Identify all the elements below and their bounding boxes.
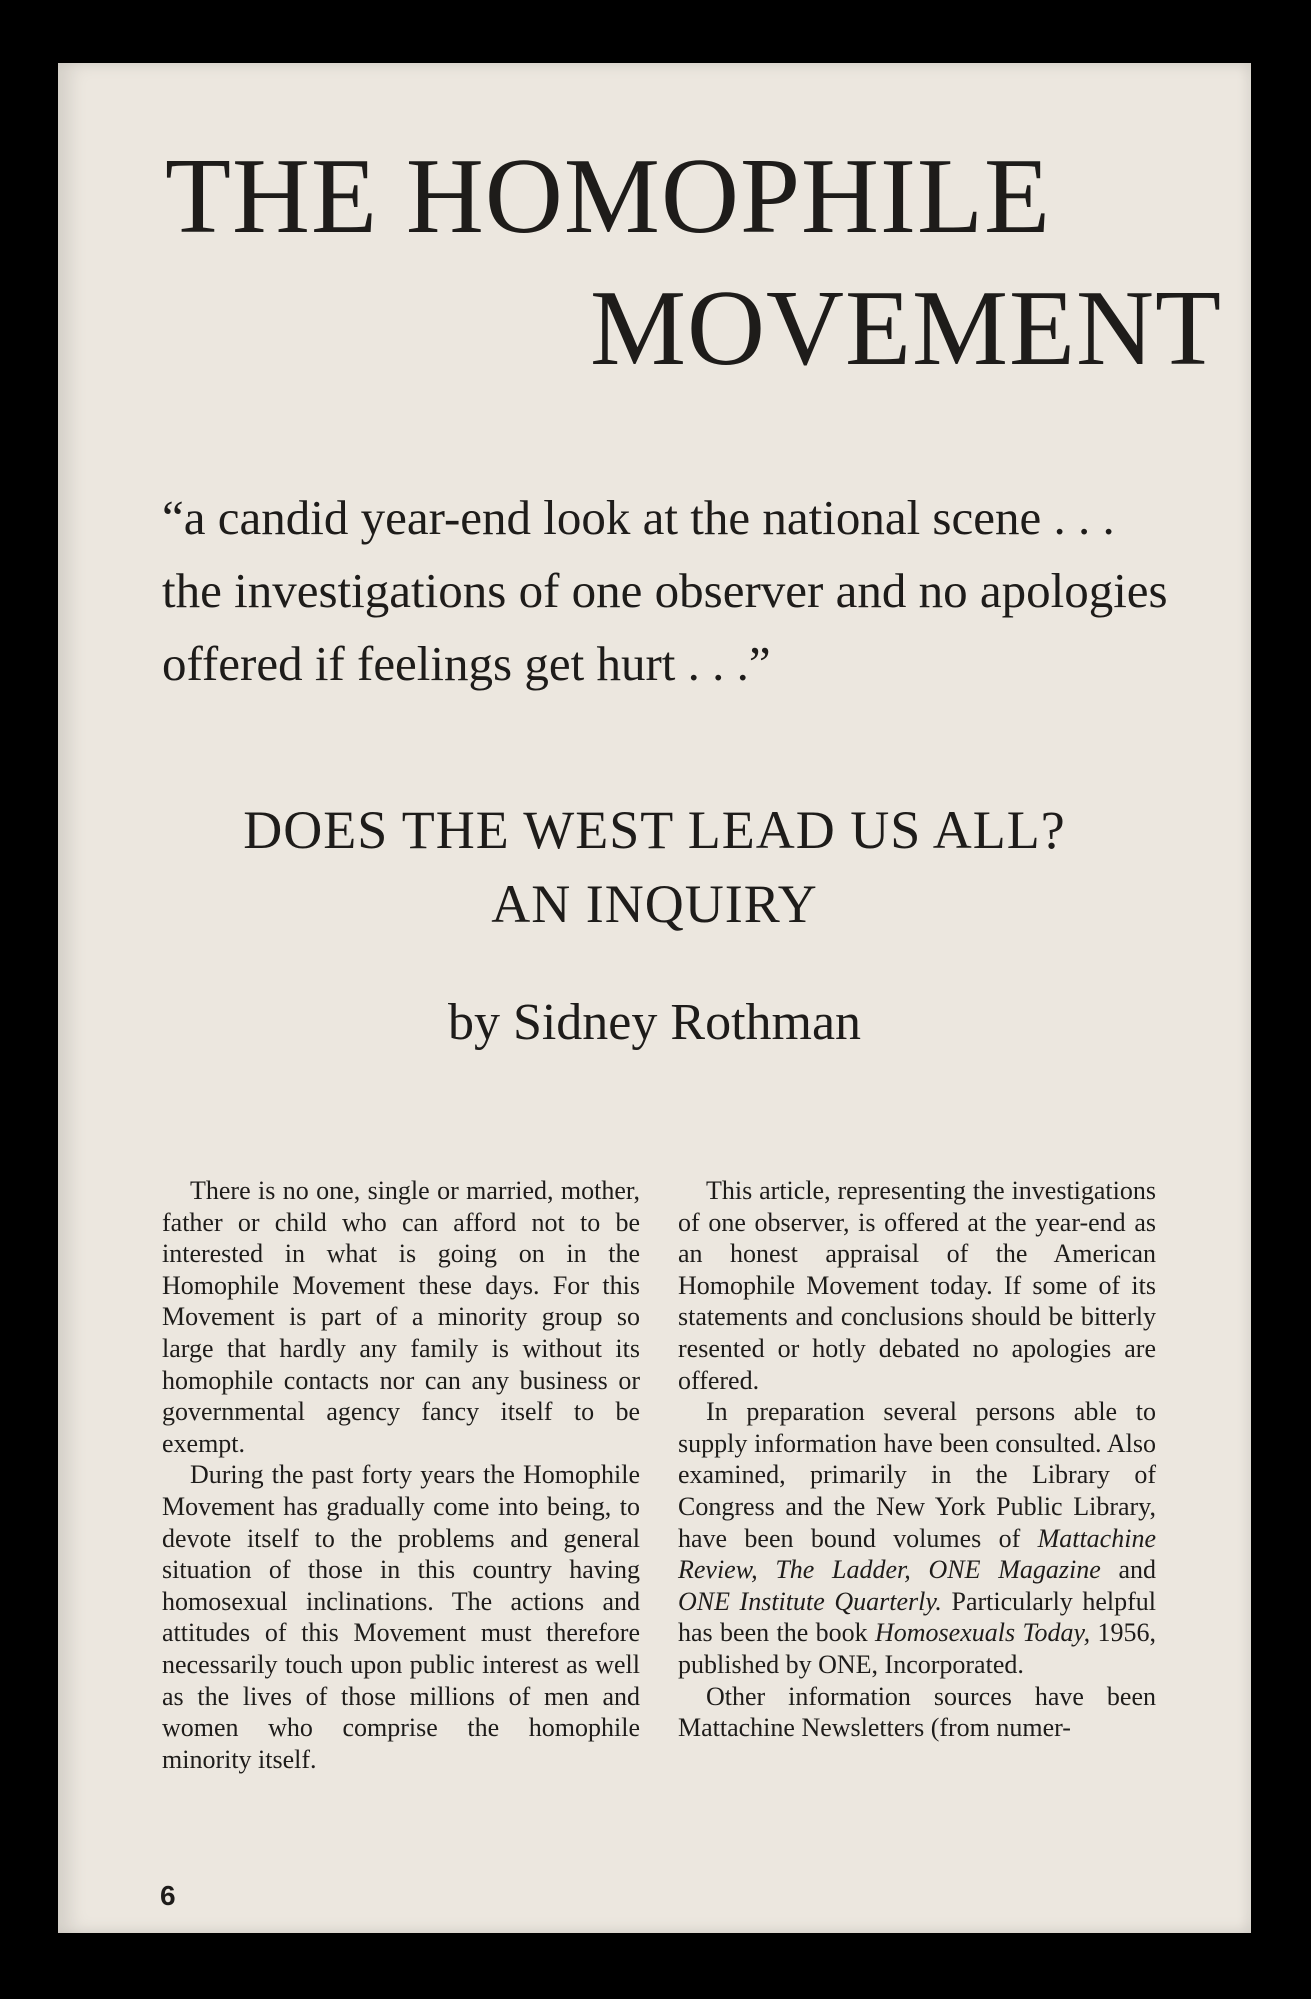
right-paragraph-2 (678, 1396, 1156, 1680)
right-paragraph-2-text-a: In preparation several persons able to supply information have been consulted. Also examined, primarily in the Library of Congress and the New York Public Library, have been bound volumes of (678, 1397, 1156, 1553)
heading-line-1: DOES THE WEST LEAD US ALL? (243, 800, 1066, 860)
quote-line-1: “a candid year-end look at the national scene . . . (162, 490, 1115, 545)
left-column (162, 1175, 640, 1775)
periodical-titles: Mattachine Review, The Ladder, ONE Magazine (678, 1523, 1156, 1585)
left-paragraph-2: During the past forty years the Homophile Movement has gradually come into being, to devote itself to the problems and general situation of those in this country having homosexual inclinations. The actions and attitudes of this Movement must therefore necessarily touch upon public interest as well as the lives of those millions of men and women who comprise the homophile minority itself. (162, 1460, 640, 1774)
right-paragraph-2-text-d: 1956, published by ONE, Incorporated. (678, 1618, 1156, 1679)
right-column (678, 1175, 1156, 1744)
right-paragraph-3: Other information sources have been Mattachine Newsletters (from numer- (678, 1681, 1156, 1743)
right-paragraph-2-text-b: and (1100, 1555, 1156, 1585)
article-heading (58, 793, 1251, 941)
heading-line-2: AN INQUIRY (491, 874, 818, 934)
magazine-page (58, 63, 1251, 1933)
pull-quote (162, 481, 1212, 700)
page-number: 6 (160, 1880, 176, 1911)
byline: by Sidney Rothman (447, 994, 862, 1051)
title-line-2: MOVEMENT (590, 269, 1222, 388)
book-title: Homosexuals Today, (874, 1618, 1091, 1648)
right-paragraph-2-text-c: Particularly helpful has been the book (678, 1586, 1156, 1648)
right-paragraph-1: This article, representing the investigations of one observer, is offered at the year-end as an honest appraisal of the American Homophile Movement today. If some of its statements and conclusions should be bitterly resented or hotly debated no apologies are offered. (678, 1176, 1156, 1395)
title-line-1: THE HOMOPHILE (165, 137, 1051, 256)
left-paragraph-1: There is no one, single or married, mother, father or child who can afford not to be interested in what is going on in the Homophile Movement these days. For this Movement is part of a minority group so large that hardly any family is without its homophile contacts nor can any business or governmental agency fancy itself to be exempt. (162, 1176, 640, 1458)
quote-line-3: offered if feelings get hurt . . .” (162, 636, 771, 691)
quote-line-2: the investigations of one observer and no apologies (162, 563, 1168, 618)
quarterly-title: ONE Institute Quarterly. (678, 1586, 942, 1616)
